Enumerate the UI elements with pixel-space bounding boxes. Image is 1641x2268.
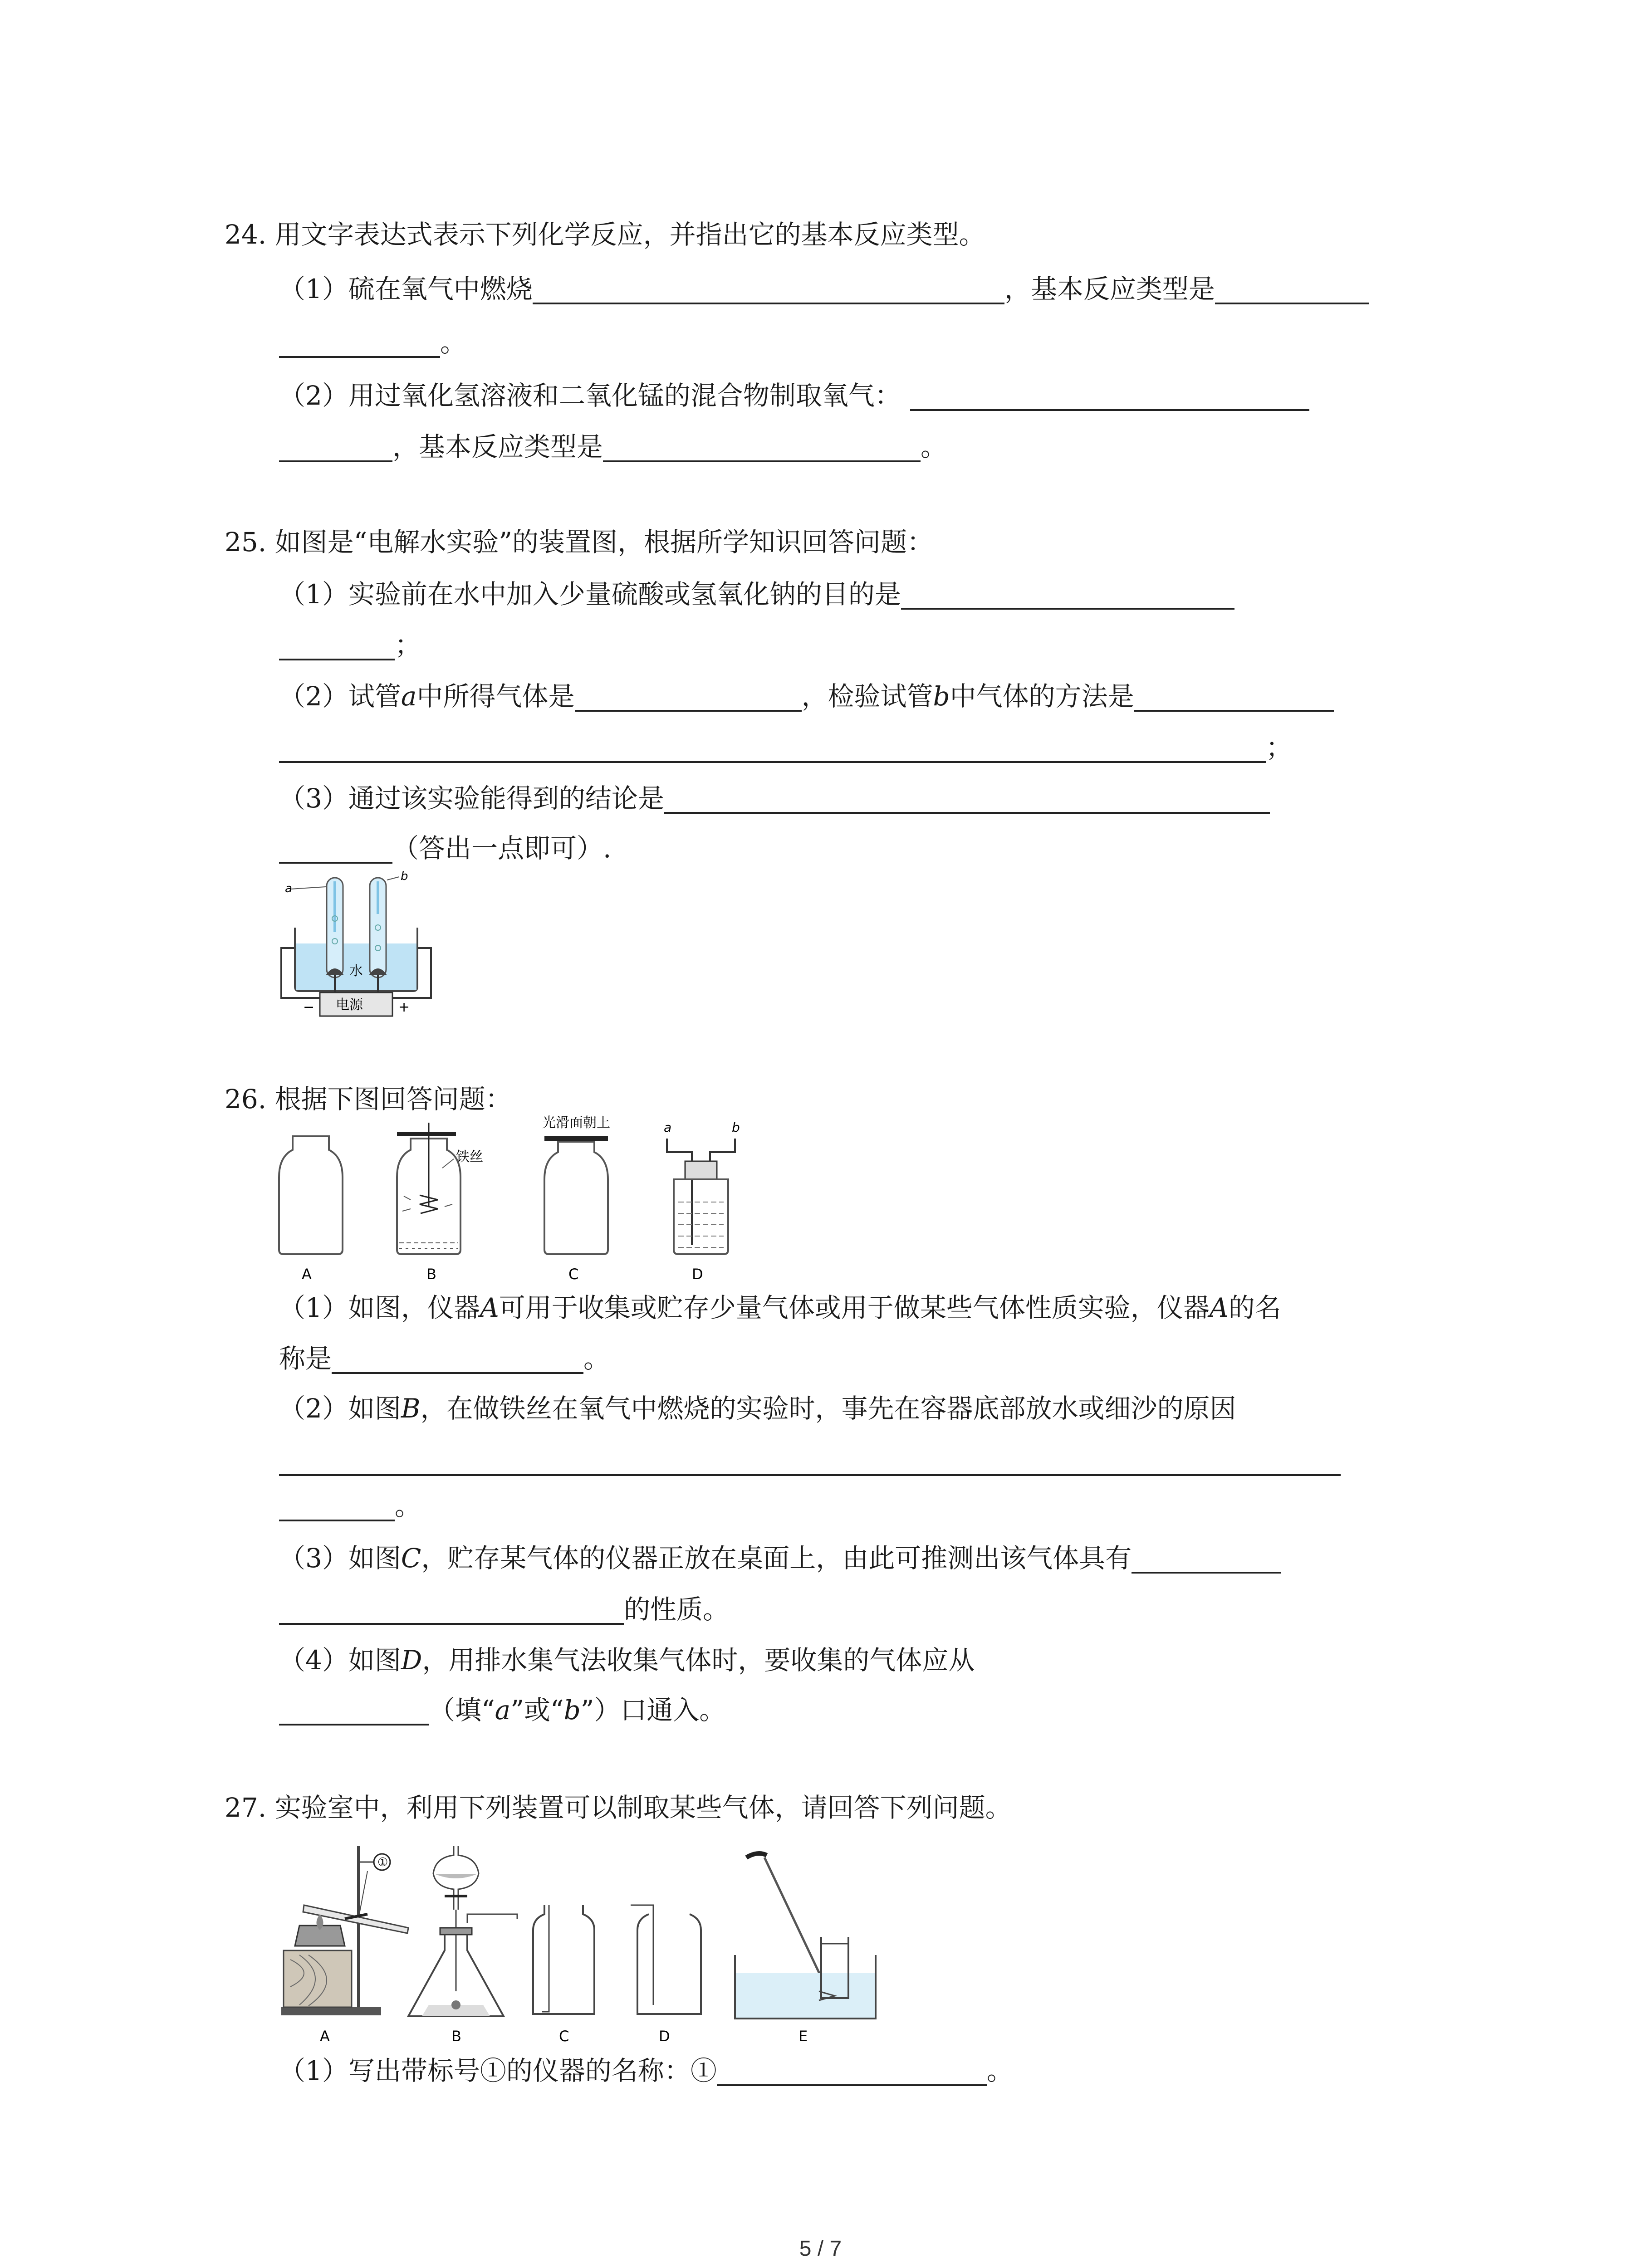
answer-blank[interactable] <box>575 681 802 712</box>
answer-blank[interactable] <box>1215 274 1369 304</box>
fig-label-B: B <box>426 1266 436 1283</box>
q24-part2-cont: ，基本反应类型是 。 <box>279 429 947 465</box>
q24-part1-cont: 。 <box>279 324 466 361</box>
q25-part1-cont: ； <box>279 627 421 663</box>
answer-blank[interactable] <box>1132 1543 1281 1574</box>
answer-blank[interactable] <box>332 1343 583 1374</box>
q25-part2-cont: ； <box>279 729 1292 766</box>
answer-blank[interactable] <box>279 1491 395 1521</box>
q25-part2: （2）试管a中所得气体是 ，检验试管b中气体的方法是 <box>279 678 1334 714</box>
gas-bottles-figure <box>274 1115 760 1283</box>
fig-label-C: C <box>568 1266 579 1283</box>
fig-label-A: A <box>320 2028 330 2045</box>
answer-blank[interactable] <box>279 431 392 462</box>
q26-part3-cont: 的性质。 <box>279 1591 729 1628</box>
svg-text:b: b <box>732 1120 740 1135</box>
smooth-side-up-label: 光滑面朝上 <box>542 1115 610 1131</box>
q26-part3: （3）如图C，贮存某气体的仪器正放在桌面上，由此可推测出该气体具有 <box>279 1540 1281 1576</box>
fig-label-B: B <box>451 2028 461 2045</box>
q24-part2: （2）用过氧化氢溶液和二氧化锰的混合物制取氧气： <box>279 377 1309 414</box>
q26-title: 26. 根据下图回答问题： <box>225 1084 512 1114</box>
answer-blank[interactable] <box>901 579 1234 610</box>
q25-part3-cont: （答出一点即可）. <box>279 830 611 866</box>
q25-title: 25. 如图是“电解水实验”的装置图，根据所学知识回答问题： <box>225 527 933 557</box>
tube-b-label: b <box>401 870 408 883</box>
answer-blank[interactable] <box>717 2055 987 2086</box>
svg-text:+: + <box>398 999 410 1015</box>
q26-part1-cont: 称是 。 <box>279 1343 610 1374</box>
answer-blank[interactable] <box>279 732 1266 763</box>
answer-blank[interactable] <box>279 327 440 358</box>
q26-part2-blank <box>279 1442 1341 1479</box>
answer-blank[interactable] <box>279 833 392 864</box>
fig-label-C: C <box>559 2028 569 2045</box>
answer-blank[interactable] <box>533 274 1004 304</box>
svg-text:a: a <box>664 1120 672 1135</box>
q25-part1: （1）实验前在水中加入少量硫酸或氢氧化钠的目的是 <box>279 576 1234 612</box>
answer-blank[interactable] <box>664 783 1270 814</box>
electrolysis-apparatus-figure <box>277 864 436 1027</box>
answer-blank[interactable] <box>279 630 395 660</box>
q26-part2-cont: 。 <box>279 1488 421 1524</box>
answer-blank[interactable] <box>603 431 921 462</box>
q24-part1: （1）硫在氧气中燃烧 ，基本反应类型是 <box>279 271 1369 307</box>
q24-title: 24. 用文字表达式表示下列化学反应，并指出它的基本反应类型。 <box>225 219 985 250</box>
fig-label-D: D <box>659 2028 670 2045</box>
power-label: 电源 <box>336 997 363 1013</box>
water-label: 水 <box>349 963 363 979</box>
gas-preparation-apparatus-figure <box>277 1837 930 2046</box>
q26-part2: （2）如图B，在做铁丝在氧气中燃烧的实验时，事先在容器底部放水或细沙的原因 <box>279 1393 1236 1424</box>
answer-blank[interactable] <box>910 380 1309 411</box>
q27-part1: （1）写出带标号①的仪器的名称：① 。 <box>279 2055 1013 2086</box>
q26-part4: （4）如图D，用排水集气法收集气体时，要收集的气体应从 <box>279 1645 975 1676</box>
answer-blank[interactable] <box>279 1594 624 1625</box>
q26-part4-cont: （填“a”或“b”）口通入。 <box>279 1692 725 1728</box>
q27-title: 27. 实验室中，利用下列装置可以制取某些气体，请回答下列问题。 <box>225 1792 1012 1823</box>
q26-part1: （1）如图，仪器A可用于收集或贮存少量气体或用于做某些气体性质实验，仪器A的名 <box>279 1292 1281 1323</box>
iron-wire-label: 铁丝 <box>456 1149 483 1165</box>
answer-blank[interactable] <box>279 1445 1341 1476</box>
svg-text:−: − <box>303 999 315 1015</box>
fig-label-E: E <box>798 2028 808 2045</box>
fig-label-A: A <box>302 1266 312 1283</box>
tube-a-label: a <box>285 882 292 895</box>
answer-blank[interactable] <box>279 1695 429 1725</box>
fig-label-D: D <box>692 1266 703 1283</box>
mark-1-label: ① <box>377 1856 388 1869</box>
page-number: 5 / 7 <box>799 2237 842 2261</box>
q25-part3: （3）通过该实验能得到的结论是 <box>279 780 1270 816</box>
answer-blank[interactable] <box>1134 681 1334 712</box>
